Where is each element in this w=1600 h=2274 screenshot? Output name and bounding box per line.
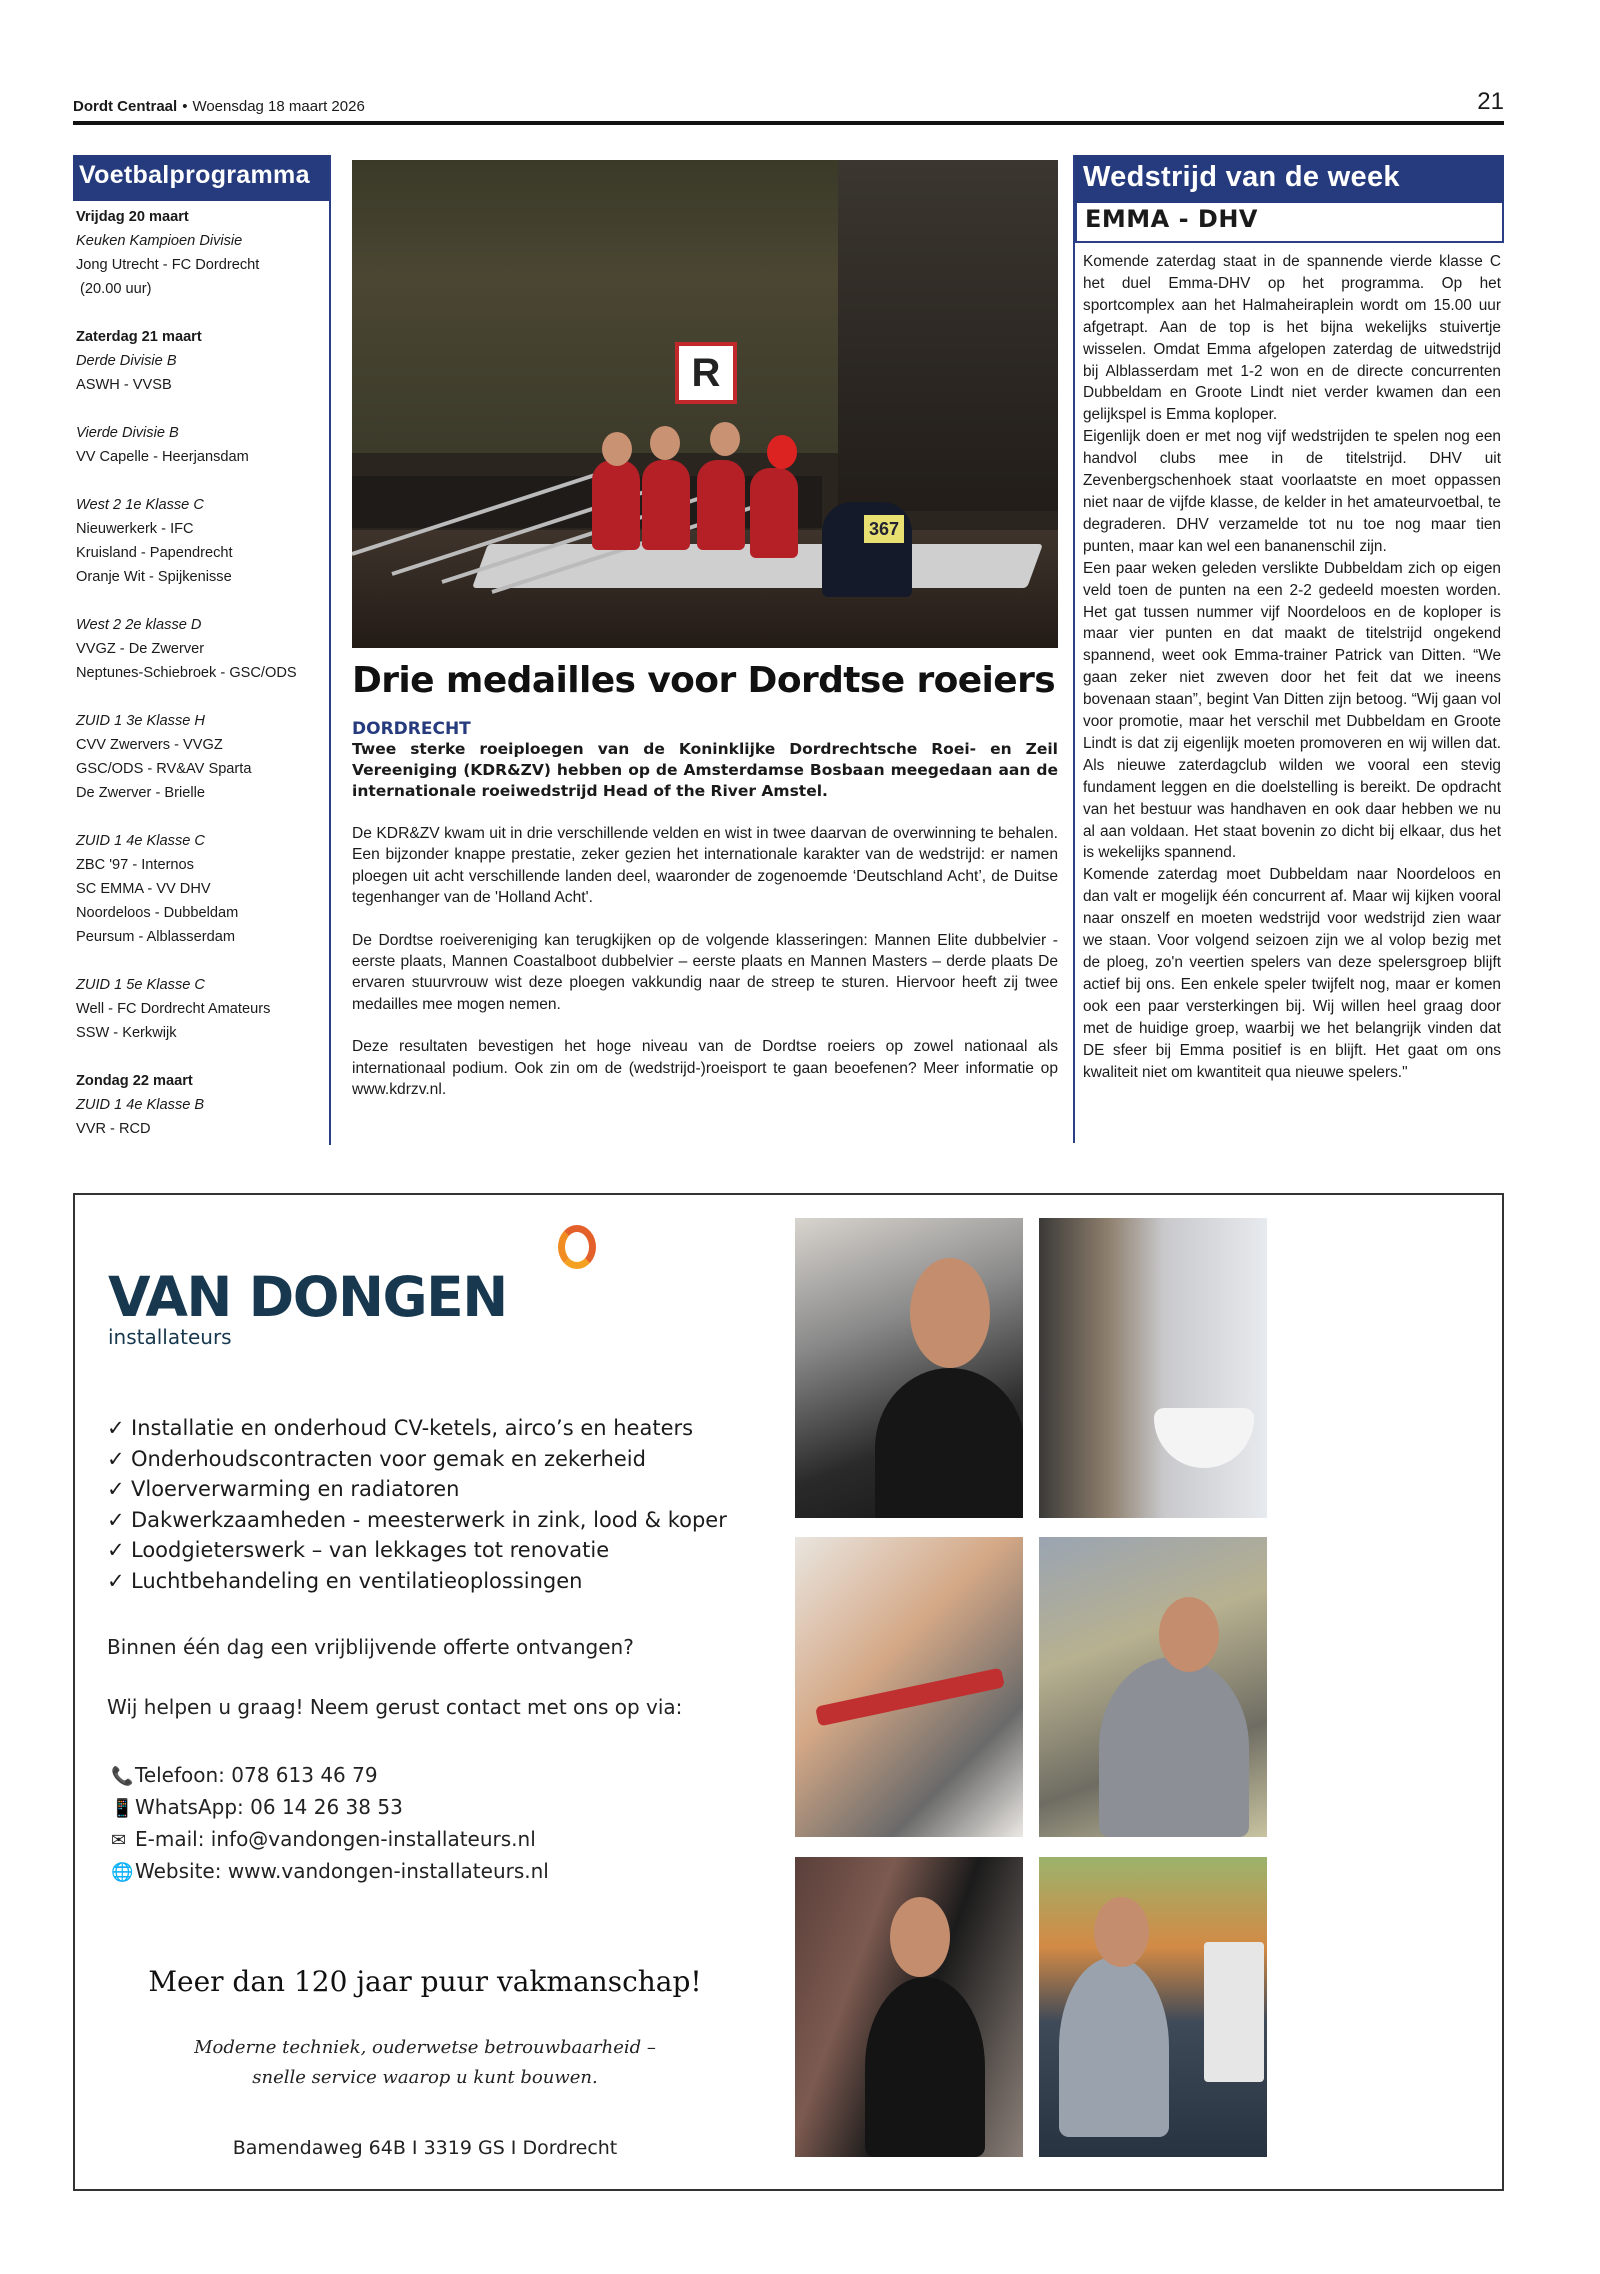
services-list xyxy=(107,1413,727,1596)
tagline-line: Moderne techniek, ouderwetse betrouwbaarheid – xyxy=(194,2037,656,2058)
photo-bridge xyxy=(838,160,1058,511)
cta-contact: Wij helpen u graag! Neem gerust contact met ons op via: xyxy=(107,1695,683,1719)
match-of-week xyxy=(1073,155,1504,1143)
fixtures-column xyxy=(73,155,331,1145)
fixtures-gap xyxy=(76,685,325,709)
rower-head xyxy=(602,432,632,466)
fixture-league: Vierde Divisie B xyxy=(76,425,179,441)
photo-sign: R xyxy=(675,342,737,404)
photo-airco-service xyxy=(1039,1857,1267,2157)
fixtures-gap xyxy=(76,805,325,829)
photo-bathtub xyxy=(1154,1408,1254,1468)
fixtures-gap xyxy=(76,1045,325,1069)
header-rule xyxy=(73,121,1504,125)
photo-face xyxy=(1094,1897,1149,1967)
ad-slogan: Meer dan 120 jaar puur vakmanschap! xyxy=(148,1965,702,1998)
fixture-match: De Zwerver - Brielle xyxy=(76,785,205,801)
rower-head xyxy=(710,422,740,456)
fixtures-gap xyxy=(76,301,325,325)
logo-ring-icon xyxy=(558,1225,596,1269)
rower xyxy=(592,460,640,550)
contact-item[interactable] xyxy=(111,1792,549,1824)
article-headline: Drie medailles voor Dordtse roeiers xyxy=(352,660,1056,701)
masthead xyxy=(73,98,365,115)
fixture-match: (20.00 uur) xyxy=(76,281,152,297)
service-item xyxy=(107,1413,727,1444)
photo-pipe-wrench xyxy=(795,1537,1023,1837)
rower xyxy=(750,468,798,558)
fixture-match: CVV Zwervers - VVGZ xyxy=(76,737,223,753)
contact-text[interactable]: Telefoon: 078 613 46 79 xyxy=(135,1763,378,1787)
fixture-day: Vrijdag 20 maart xyxy=(76,209,189,225)
fixtures-title: Voetbalprogramma xyxy=(73,155,329,201)
photo-face xyxy=(910,1258,990,1368)
contact-item[interactable] xyxy=(111,1856,549,1888)
fixture-league: ZUID 1 5e Klasse C xyxy=(76,977,205,993)
fixture-league: Keuken Kampioen Divisie xyxy=(76,233,243,249)
fixture-match: VV Capelle - Heerjansdam xyxy=(76,449,249,465)
paper-name: Dordt Centraal xyxy=(73,98,178,115)
rower xyxy=(642,460,690,550)
fixture-match: SC EMMA - VV DHV xyxy=(76,881,211,897)
contact-text[interactable]: Website: www.vandongen-installateurs.nl xyxy=(135,1859,549,1883)
photo-installer-boiler xyxy=(795,1218,1023,1518)
service-item xyxy=(107,1535,727,1566)
advertisement xyxy=(73,1193,1504,2191)
rower xyxy=(697,460,745,550)
fixture-league: Derde Divisie B xyxy=(76,353,177,369)
fixture-match: Well - FC Dordrecht Amateurs xyxy=(76,1001,271,1017)
service-label: Installatie en onderhoud CV-ketels, airco’s en heaters xyxy=(131,1416,694,1440)
article-paragraph: De Dordtse roeivereniging kan terugkijken op de volgende klasseringen: Mannen Elite dubbelvier - eerste plaats, Mannen Coastalboot dubbelvier – eerste plaats en Mannen Masters – derde plaats De ervaren stuurvrouw wist deze ploegen vakkundig naar de streep te sturen. Hiervoor heeft zij twee medailles mee mogen nemen. xyxy=(352,931,1058,1013)
photo-wrench xyxy=(815,1667,1005,1726)
service-label: Luchtbehandeling en ventilatieoplossingen xyxy=(131,1568,583,1593)
service-item xyxy=(107,1444,727,1475)
check-icon: ✓ xyxy=(107,1416,125,1440)
rowing-article xyxy=(352,160,1058,1100)
service-label: Vloerverwarming en radiatoren xyxy=(131,1477,460,1501)
cta-quote: Binnen één dag een vrijblijvende offerte ontvangen? xyxy=(107,1635,634,1659)
service-item xyxy=(107,1566,727,1597)
fixture-match: Jong Utrecht - FC Dordrecht xyxy=(76,257,260,273)
fixture-match: GSC/ODS - RV&AV Sparta xyxy=(76,761,252,777)
fixture-league: ZUID 1 4e Klasse B xyxy=(76,1097,205,1113)
rower-head xyxy=(650,426,680,460)
match-paragraph: Eigenlijk doen er met nog vijf wedstrijden te spelen nog een handvol clubs mee in de titelstrijd. DHV uit Zevenbergschenhoek staat voorlaatste en moet oppassen niet naar de vijfde klasse, de kelder in het amateurvoetbal, te degraderen. DHV verzamelde tot nu toe nog maar tien punten, maar kan wel een bananenschil zijn. xyxy=(1083,428,1501,555)
phone-icon: 📞 xyxy=(111,1766,134,1787)
ad-tagline xyxy=(75,2033,775,2093)
article-paragraph: De KDR&ZV kwam uit in drie verschillende velden en wist in twee daarvan de overwinning te behalen. Een bijzonder knappe prestatie, zeker gezien het internationale karakter van de wedstrijd: er namen ploegen uit acht verschillende landen deel, waaronder de zogenoemde ‘Deutschland Acht’, de Duitse tegenhanger van de 'Holland Acht'. xyxy=(352,825,1058,907)
photo-bathroom xyxy=(1039,1218,1267,1518)
photo-face xyxy=(890,1897,950,1977)
fixtures-list xyxy=(73,201,329,1141)
check-icon: ✓ xyxy=(107,1446,125,1471)
photo-figure xyxy=(875,1368,1023,1518)
match-of-week-subtitle: EMMA - DHV xyxy=(1075,203,1504,243)
photo-figure xyxy=(865,1977,985,2157)
fixture-league: West 2 1e Klasse C xyxy=(76,497,204,513)
contact-item[interactable] xyxy=(111,1824,549,1856)
fixture-league: ZUID 1 3e Klasse H xyxy=(76,713,205,729)
ad-address: Bamendaweg 64B I 3319 GS I Dordrecht xyxy=(232,2137,618,2159)
fixture-match: ZBC '97 - Internos xyxy=(76,857,194,873)
fixture-match: VVR - RCD xyxy=(76,1121,151,1137)
fixture-match: Peursum - Alblasserdam xyxy=(76,929,235,945)
fixture-league: West 2 2e klasse D xyxy=(76,617,202,633)
article-dateline: DORDRECHT xyxy=(352,719,471,739)
fixture-match: Noordeloos - Dubbeldam xyxy=(76,905,239,921)
contact-text[interactable]: E-mail: info@vandongen-installateurs.nl xyxy=(135,1827,536,1851)
globe-icon: 🌐 xyxy=(111,1862,134,1883)
rowing-photo xyxy=(352,160,1058,648)
photo-airco-unit xyxy=(1204,1942,1264,2082)
service-item xyxy=(107,1474,727,1505)
brand-logo xyxy=(108,1265,507,1349)
match-of-week-title: Wedstrijd van de week xyxy=(1075,155,1504,203)
fixtures-gap xyxy=(76,469,325,493)
photo-figure xyxy=(1099,1657,1249,1837)
fixtures-gap xyxy=(76,589,325,613)
check-icon: ✓ xyxy=(107,1507,125,1532)
match-paragraph: Komende zaterdag staat in de spannende vierde klasse C het duel Emma-DHV op het programma. Op het sportcomplex aan het Halmaheiraplein wordt om 15.00 uur afgetrapt. Aan de top is het bijna wekelijks stuivertje wisselen. Omdat Emma afgelopen zaterdag de uitwedstrijd bij Alblasserdam met 1-2 won en de directe concurrenten Dubbeldam en Groote Lindt niet verder kwamen dan een gelijkspel is Emma koploper. xyxy=(1083,253,1501,424)
photo-face xyxy=(1159,1597,1219,1672)
match-paragraph: Komende zaterdag moet Dubbeldam naar Noordeloos en dan valt er mogelijk één concurrent af. Maar wij kijken vooral naar onszelf en moeten wedstrijd voor wedstrijd zien waar we staan. Voor volgend seizoen zijn we al volop bezig met de ploeg, zo'n veertien spelers van deze spelersgroep blijft actief bij ons. Een enkele speler twijfelt nog, maar er komen ook een paar versterkingen bij. Wij willen heel graag door met de huidige groep, waarbij we het belangrijk vinden dat DE sfeer bij Emma positief is en blijft. Het gaat om ons kwaliteit niet om kwantiteit qua nieuwe spelers." xyxy=(1083,866,1501,1081)
fixture-day: Zondag 22 maart xyxy=(76,1073,193,1089)
contact-text[interactable]: WhatsApp: 06 14 26 38 53 xyxy=(135,1795,403,1819)
service-label: Dakwerkzaamheden - meesterwerk in zink, lood & koper xyxy=(131,1507,727,1532)
mobile-icon: 📱 xyxy=(111,1798,134,1819)
fixture-match: Oranje Wit - Spijkenisse xyxy=(76,569,232,585)
tagline-line: snelle service waarop u kunt bouwen. xyxy=(252,2067,598,2088)
photo-facade-worker xyxy=(795,1857,1023,2157)
fixtures-gap xyxy=(76,949,325,973)
contacts-list xyxy=(111,1760,549,1888)
fixtures-gap xyxy=(76,397,325,421)
mail-icon: ✉ xyxy=(111,1830,127,1851)
fixture-match: Neptunes-Schiebroek - GSC/ODS xyxy=(76,665,297,681)
fixture-match: VVGZ - De Zwerver xyxy=(76,641,205,657)
photo-figure xyxy=(1059,1957,1169,2137)
article-paragraph: Deze resultaten bevestigen het hoge niveau van de Dordtse roeiers op zowel nationaal als internationaal podium. Ook zin om de (wedstrijd-)roeisport te gaan beoefenen? Meer informatie op www.kdrzv.nl. xyxy=(352,1038,1058,1099)
service-label: Loodgieterswerk – van lekkages tot renovatie xyxy=(131,1538,610,1562)
fixture-match: Kruisland - Papendrecht xyxy=(76,545,233,561)
brand-name: VAN DONGEN xyxy=(108,1265,507,1329)
race-bib: 367 xyxy=(864,515,904,543)
page-number: 21 xyxy=(1477,88,1504,115)
fixture-match: ASWH - VVSB xyxy=(76,377,172,393)
brand-subtitle: installateurs xyxy=(108,1325,232,1349)
page-header xyxy=(73,88,1504,122)
issue-date: Woensdag 18 maart 2026 xyxy=(192,98,365,115)
fixture-day: Zaterdag 21 maart xyxy=(76,329,202,345)
photo-roof-gutter xyxy=(1039,1537,1267,1837)
contact-item[interactable] xyxy=(111,1760,549,1792)
match-paragraph: Een paar weken geleden verslikte Dubbeldam zich op eigen veld toen de punten na een 2-2 gedeeld moesten worden. Het gat tussen nummer vijf Noordeloos en de koploper is maar vier punten en dat maakt de titelstrijd ongekend spannend, weet ook Emma-trainer Patrick van Ditten. “We gaan zeker niet zweven door het feit dat we ineens bovenaan staan”, begint Van Ditten zijn betoog. “Wij gaan vol voor promotie, maar het verschil met Dubbeldam en Groote Lindt is dat zij eigenlijk moeten promoveren en wij willen dat. Als nieuwe zaterdagclub wilden we vooral een stevig fundament leggen en die doelstelling is bereikt. De opdracht van het bestuur was handhaven en ook daar hebben we nu al aan voldaan. Het staat bovenin zo dicht bij elkaar, dus het is wekelijks spannend. xyxy=(1083,559,1501,862)
match-of-week-body xyxy=(1075,243,1504,1083)
article-lead: Twee sterke roeiploegen van de Koninklijke Dordrechtsche Roei- en Zeil Vereeniging (KDR&ZV) hebben op de Amsterdamse Bosbaan meegedaan aan de internationale roeiwedstrijd Head of the River Amstel. xyxy=(352,740,1058,800)
red-cap xyxy=(767,435,797,469)
service-label: Onderhoudscontracten voor gemak en zekerheid xyxy=(131,1446,646,1471)
fixture-league: ZUID 1 4e Klasse C xyxy=(76,833,205,849)
service-item xyxy=(107,1505,727,1536)
check-icon: ✓ xyxy=(107,1538,125,1562)
fixture-match: SSW - Kerkwijk xyxy=(76,1025,177,1041)
header-separator: • xyxy=(182,98,188,115)
check-icon: ✓ xyxy=(107,1568,125,1593)
fixture-match: Nieuwerkerk - IFC xyxy=(76,521,194,537)
check-icon: ✓ xyxy=(107,1477,125,1501)
